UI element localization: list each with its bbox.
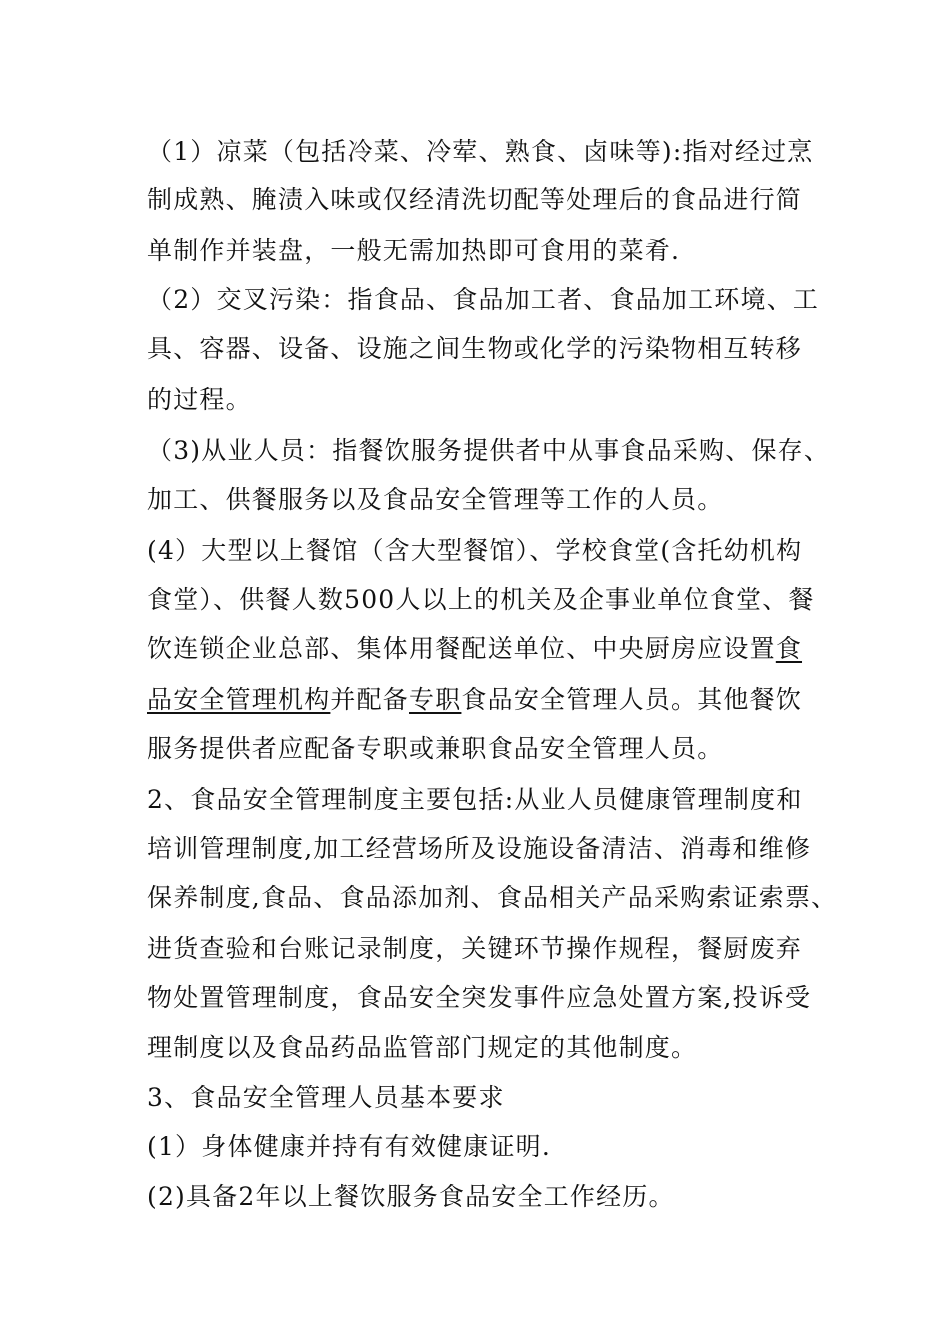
text-line: 理制度以及食品药品监管部门规定的其他制度。 (147, 1033, 698, 1062)
text-line: （2）交叉污染：指食品、食品加工者、食品加工环境、工 (147, 285, 820, 314)
text-line: (1）身体健康并持有有效健康证明. (147, 1132, 552, 1161)
text-line: 的过程。 (147, 385, 252, 414)
text-line: （3)从业人员：指餐饮服务提供者中从事食品采购、保存、 (147, 436, 831, 465)
text-line: 培训管理制度,加工经营场所及设施设备清洁、消毒和维修 (147, 834, 812, 863)
underlined-term: 专职 (409, 685, 462, 714)
text-line: 加工、供餐服务以及食品安全管理等工作的人员。 (147, 485, 724, 514)
text-line: 进货查验和台账记录制度，关键环节操作规程，餐厨废弃 (147, 934, 803, 963)
text-line: 饮连锁企业总部、集体用餐配送单位、中央厨房应设置食 (147, 634, 803, 663)
text-line: 品安全管理机构并配备专职食品安全管理人员。其他餐饮 (147, 685, 803, 714)
text-line: 服务提供者应配备专职或兼职食品安全管理人员。 (147, 734, 724, 763)
text-line: 3、食品安全管理人员基本要求 (147, 1083, 505, 1112)
text-line: （1）凉菜（包括冷菜、冷荤、熟食、卤味等):指对经过烹 (147, 137, 814, 166)
text-line: (2)具备2年以上餐饮服务食品安全工作经历。 (147, 1182, 675, 1211)
text-line: 物处置管理制度，食品安全突发事件应急处置方案,投诉受 (147, 983, 812, 1012)
text-line: 食堂）、供餐人数500人以上的机关及企事业单位食堂、餐 (147, 585, 815, 614)
text-line: 具、容器、设备、设施之间生物或化学的污染物相互转移 (147, 334, 803, 363)
text-line: 2、食品安全管理制度主要包括:从业人员健康管理制度和 (147, 785, 803, 814)
underlined-term: 品安全管理机构 (147, 685, 331, 714)
text-line: 保养制度,食品、食品添加剂、食品相关产品采购索证索票、 (147, 883, 838, 912)
underlined-term: 食 (775, 634, 803, 663)
text-line: 制成熟、腌渍入味或仅经清洗切配等处理后的食品进行简 (147, 185, 803, 214)
text-line: 单制作并装盘，一般无需加热即可食用的菜肴. (147, 236, 681, 265)
text-line: (4）大型以上餐馆（含大型餐馆）、学校食堂(含托幼机构 (147, 536, 803, 565)
